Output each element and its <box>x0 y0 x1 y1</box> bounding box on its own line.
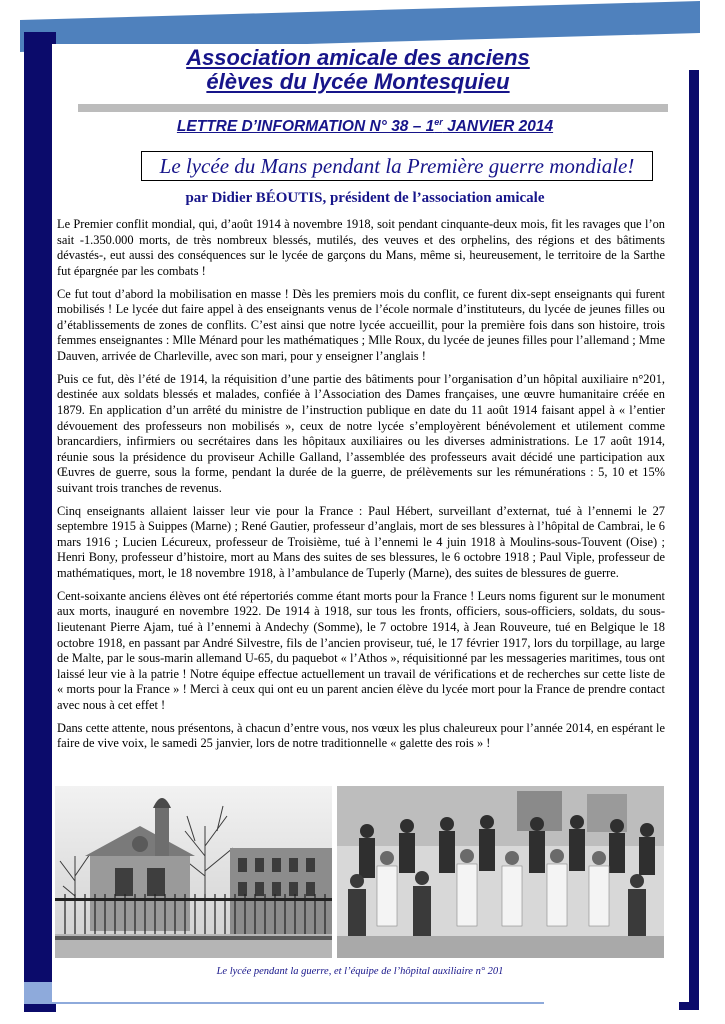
association-title <box>123 46 593 94</box>
paragraph-1: Le Premier conflit mondial, qui, d’août 1914 à novembre 1918, soit pendant cinquante-deux mois, fit les ravages que l’on sait -1.350.000 morts, de très nombreux blessés, mutilés, des veuves et des orphelins, des régions et des bâtiments dévastés-, eut aussi des conséquences sur le lycée de garçons du Mans, même si, heureusement, le territoire de la Sarthe fut épargnée par les combats ! <box>57 217 665 278</box>
header-divider <box>78 104 668 112</box>
newsletter-suffix: JANVIER 2014 <box>442 118 554 136</box>
paragraph-5: Cent-soixante anciens élèves ont été répertoriés comme étant morts pour la France ! Leurs noms figurent sur le monument aux morts, inauguré en novembre 1922. De 1914 à 1918, sur tous les fronts, officiers, sous-officiers, soldats, du sous-lieutenant Pierre Ajam, tué à l’ennemi à Andechy (Somme), le 7 octobre 1914, à Jean Rouveure, tué en Belgique le 18 octobre 1918, en passant par André Silvestre, fils de l’ancien proviseur, tué, le 17 février 1917, lors du torpillage, au large de Malte, par le sous-marin allemand U-65, du paquebot « l’Athos », réquisitionné par les messageries maritimes, tous ont laissé leur vie à la patrie ! Notre équipe effectue actuellement un travail de vérifications et de recherches sur cette liste de « morts pour la France » ! Merci à ceux qui ont eu un parent ancien élève du lycée mort pour la France de prendre contact avec nous à cet effet ! <box>57 588 665 712</box>
newsletter-prefix: LETTRE D’INFORMATION N° 38 – 1 <box>176 118 435 136</box>
photo-lycee-building <box>55 786 332 958</box>
newsletter-superscript: er <box>434 117 443 127</box>
photo-hospital-team <box>337 786 664 958</box>
article-headline: Le lycée du Mans pendant la Première guerre mondiale! <box>141 151 653 181</box>
article-body <box>57 217 665 759</box>
paragraph-3: Puis ce fut, dès l’été de 1914, la réquisition d’une partie des bâtiments pour l’organisation d’un hôpital auxiliaire n°201, destinée aux soldats blessés et malades, confiée à l’Association des Dames françaises, une œuvre humanitaire créée en 1879. En application d’un arrêté du ministre de l’instruction publique en date du 11 août 1914 faisant appel à « l’entier dévouement des professeurs non mobilisés », ceux de notre lycée s’employèrent bénévolement et utilement comme brancardiers, infirmiers ou secrétaires dans les hôpitaux auxiliaires ou les diverses administrations. Le 17 août 1914, réunie sous la présidence du proviseur Achille Galland, l’assemblée des professeurs avait décidé une participation aux Œuvres de guerre, sous la forme, pendant la durée de la guerre, de prélèvements sur les rémunérations : 5, 10 et 15% suivant trois tranches de revenus. <box>57 371 665 495</box>
photo-caption: Le lycée pendant la guerre, et l’équipe de l’hôpital auxiliaire n° 201 <box>216 966 504 977</box>
title-line-1: Association amicale des anciens <box>186 45 530 70</box>
paragraph-4: Cinq enseignants allaient laisser leur vie pour la France : Paul Hébert, surveillant d’externat, tué à l’ennemi le 27 septembre 1915 à Suippes (Marne) ; René Gautier, professeur d’anglais, mort de ses blessures à l’hôpital de Cambrai, le 6 mars 1916 ; Lucien Lécureux, professeur de Troisième, tué à l’ennemi le 4 juin 1918 à Moulins-sous-Touvent (Oise) ; Henri Bony, professeur d’histoire, mort au Mans des suites de ses blessures, le 6 octobre 1918 ; Paul Viple, professeur de mathématiques, mort, le 18 novembre 1918, à l’ambulance de Tuperly (Marne), des suites de blessures de guerre. <box>57 503 665 581</box>
paragraph-2: Ce fut tout d’abord la mobilisation en masse ! Dès les premiers mois du conflit, ce furent dix-sept enseignants qui furent mobilisés ! Le lycée dut faire appel à des enseignants venus de l’école normale d’instituteurs, du lycée de jeunes filles ou d’établissements de zones de conflits. C’est ainsi que notre lycée accueillit, pour la première fois dans son histoire, trois femmes enseignantes : Mlle Ménard pour les mathématiques ; Mlle Roux, du lycée de jeunes filles pour l’allemand ; Mme Dauven, arrivée de Charleville, avec son mari, pour y enseigner l’anglais ! <box>57 286 665 363</box>
paragraph-6: Dans cette attente, nous présentons, à chacun d’entre vous, nos vœux les plus chaleureux pour l’année 2014, en espérant le faire de vive voix, le samedi 25 janvier, lors de notre traditionnelle « galette des rois » ! <box>57 720 665 751</box>
title-line-2: élèves du lycée Montesquieu <box>206 69 510 94</box>
newsletter-issue <box>60 117 670 136</box>
article-author: par Didier BÉOUTIS, président de l’association amicale <box>185 190 545 206</box>
